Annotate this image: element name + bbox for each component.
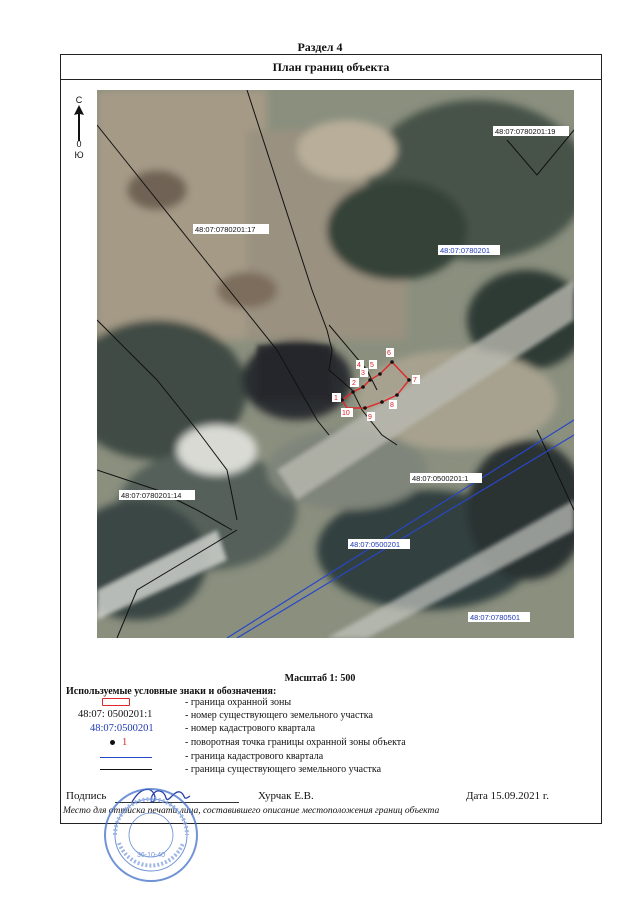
plan-header: План границ объекта [61, 55, 601, 80]
point-label-1: 1 [334, 395, 338, 402]
quarter-label-0780201: 48:07:0780201 [440, 246, 491, 255]
point-label-4: 4 [357, 362, 361, 369]
point-label-3: 3 [361, 370, 365, 377]
point-label-2: 2 [352, 380, 356, 387]
legend-parcel-line-symbol [100, 769, 152, 770]
legend-zone-symbol [102, 698, 130, 706]
legend-parcel-line-text: - граница существующего земельного участка [185, 764, 382, 775]
legend-point-text: - поворотная точка границы охранной зоны объекта [185, 737, 406, 748]
legend-quarter-line-symbol [100, 757, 152, 758]
legend-quarter-number-symbol: 48:07:0500201 [90, 723, 154, 734]
point-label-9: 9 [368, 414, 372, 421]
parcel-label-17: 48:07:0780201:17 [195, 225, 256, 234]
point-label-10: 10 [342, 410, 350, 417]
compass-north-label: С [75, 95, 83, 105]
legend-quarter-number-text: - номер кадастрового квартала [185, 723, 316, 734]
point-label-7: 7 [413, 377, 417, 384]
quarter-label-0500201: 48:07:0500201 [350, 540, 401, 549]
legend-parcel-number-symbol: 48:07: 0500201:1 [78, 709, 153, 720]
map-scale: Масштаб 1: 500 [284, 673, 356, 684]
parcel-label-14: 48:07:0780201:14 [121, 491, 182, 500]
legend-point-dot-icon [110, 740, 115, 745]
stamp-number: 36-10-40 [136, 852, 166, 859]
stamp-place-note: Место для оттиска печати лица, составившего описание местоположения границ объекта [63, 806, 440, 816]
parcel-label-19: 48:07:0780201:19 [495, 127, 556, 136]
legend-zone-text: - граница охранной зоны [185, 697, 292, 708]
point-label-6: 6 [387, 350, 391, 357]
parcel-label-500201-1: 48:07:0500201:1 [412, 474, 469, 483]
legend-title: Используемые условные знаки и обозначения: [66, 686, 277, 697]
satellite-map[interactable] [97, 90, 574, 638]
point-label-5: 5 [370, 362, 374, 369]
signature-date: Дата 15.09.2021 г. [466, 790, 549, 802]
legend-point-number-symbol: 1 [122, 737, 128, 748]
point-label-8: 8 [390, 402, 394, 409]
map-canvas [97, 90, 574, 638]
legend-parcel-number-text: - номер существующего земельного участка [185, 710, 373, 721]
signatory-name: Хурчак Е.В. [258, 790, 314, 802]
seal-stamp [101, 785, 201, 885]
compass-icon [72, 95, 86, 165]
signature-label: Подпись [66, 790, 107, 802]
quarter-label-0780501: 48:07:0780501 [470, 613, 521, 622]
compass-south-mark: 0 [76, 139, 82, 149]
section-title: Раздел 4 [297, 40, 343, 54]
compass-south-label: Ю [74, 150, 84, 160]
north-arrow-icon [73, 105, 85, 141]
legend-quarter-line-text: - граница кадастрового квартала [185, 751, 324, 762]
